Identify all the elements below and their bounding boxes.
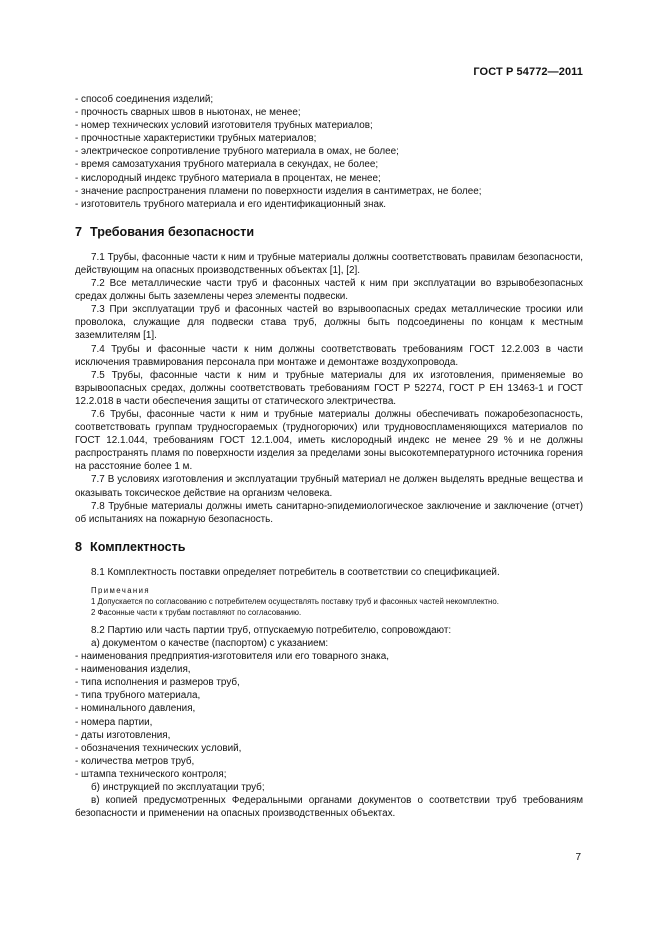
list-item: - номера партии, xyxy=(75,716,153,728)
list-item: - кислородный индекс трубного материала в процентах, не менее; xyxy=(75,172,381,184)
list-item: - типа трубного материала, xyxy=(75,690,201,702)
page-header-standard: ГОСТ Р 54772—2011 xyxy=(473,66,583,78)
paragraph-7-6: 7.6 Трубы, фасонные части к ним и трубные материалы должны обеспечивать пожаробезопасность, соответствовать группам трудносгораемых (трудногорючих) или трудновоспламеняющихся материалов по ГОСТ 12.1.044, требованиям ГОСТ 12.1.004, иметь кислородный индекс не менее 29 % и не должны распространять пламя по поверхности изделия за пределами зоны высокотемпературного источника горения на расстояние более 1 м. xyxy=(75,408,583,473)
list-item: - прочностные характеристики трубных материалов; xyxy=(75,133,317,145)
note-item: 1 Допускается по согласованию с потребителем осуществлять поставку труб и фасонных частей некомплектно. xyxy=(91,596,499,606)
list-8-2 xyxy=(75,650,583,781)
list-item: - способ соединения изделий; xyxy=(75,94,214,105)
list-item: - штампа технического контроля; xyxy=(75,768,227,780)
list-item: - значение распространения пламени по поверхности изделия в сантиметрах, не более; xyxy=(75,185,482,197)
list-item: - время самозатухания трубного материала в секундах, не более; xyxy=(75,159,379,171)
list-item: - номинального давления, xyxy=(75,703,196,715)
section-number: 8 xyxy=(75,539,83,554)
note-item: 2 Фасонные части к трубам поставляют по согласованию. xyxy=(91,608,302,618)
list-item: - обозначения технических условий, xyxy=(75,742,242,754)
document-body xyxy=(75,93,583,820)
section-7-heading xyxy=(75,224,583,240)
section-title: Требования безопасности xyxy=(90,224,255,239)
list-item: - даты изготовления, xyxy=(75,729,171,741)
list-item: - количества метров труб, xyxy=(75,755,195,767)
paragraph-8-2: 8.2 Партию или часть партии труб, отпускаемую потребителю, сопровождают: xyxy=(91,624,452,636)
paragraph-7-3: 7.3 При эксплуатации труб и фасонных частей во взрывоопасных средах металлические тросики или проволока, служащие для подвески става труб, должны быть подсоединены по концам к местным заземлителям [1]. xyxy=(75,304,583,342)
list-item: - типа исполнения и размеров труб, xyxy=(75,677,240,689)
paragraph-8-1: 8.1 Комплектность поставки определяет потребитель в соответствии со спецификацией. xyxy=(91,566,500,578)
page-number: 7 xyxy=(575,852,581,863)
list-item: - изготовитель трубного материала и его идентификационный знак. xyxy=(75,198,387,210)
paragraph-8-2-a: а) документом о качестве (паспортом) с указанием: xyxy=(91,638,329,649)
list-item: - наименования изделия, xyxy=(75,664,191,676)
section-8-heading xyxy=(75,539,583,555)
paragraph-8-2-b: б) инструкцией по эксплуатации труб; xyxy=(91,782,265,794)
paragraph-7-8: 7.8 Трубные материалы должны иметь санитарно-эпидемиологическое заключение и заключение (отчет) об испытаниях на пожарную безопасность. xyxy=(75,500,583,525)
list-item: - номер технических условий изготовителя трубных материалов; xyxy=(75,120,373,132)
paragraph-7-4: 7.4 Трубы и фасонные части к ним должны соответствовать требованиям ГОСТ 12.2.003 в части исключения травмирования персонала при монтаже и демонтаже воздухопровода. xyxy=(75,343,583,368)
paragraph-8-2-c: в) копией предусмотренных Федеральными органами документов о соответствии труб требованиям безопасности и применении на опасных производственных объектах. xyxy=(75,795,583,820)
list-item: - наименования предприятия-изготовителя или его товарного знака, xyxy=(75,651,389,663)
paragraph-7-2: 7.2 Все металлические части труб и фасонных частей к ним при эксплуатации во взрывобезопасных средах должны быть заземлены через элементы подвески. xyxy=(75,278,583,303)
section-title: Комплектность xyxy=(90,539,186,554)
paragraph-7-7: 7.7 В условиях изготовления и эксплуатации трубный материал не должен выделять вредные вещества и оказывать токсическое действие на организм человека. xyxy=(75,474,583,499)
list-top xyxy=(75,93,583,211)
list-item: - прочность сварных швов в ньютонах, не менее; xyxy=(75,107,301,119)
section-number: 7 xyxy=(75,224,83,239)
notes-title: Примечания xyxy=(91,585,151,595)
paragraph-7-1: 7.1 Трубы, фасонные части к ним и трубные материалы должны соответствовать правилам безопасности, действующим на опасных производственных объектах [1], [2]. xyxy=(75,251,583,276)
paragraph-7-5: 7.5 Трубы, фасонные части к ним и трубные материалы для их изготовления, применяемые во взрывоопасных средах, должны соответствовать требованиям ГОСТ Р 52274, ГОСТ Р ЕН 13463-1 и ГОСТ 12.2.018 в части обеспечения защиты от статического электричества. xyxy=(75,369,583,407)
list-item: - электрическое сопротивление трубного материала в омах, не более; xyxy=(75,146,399,158)
